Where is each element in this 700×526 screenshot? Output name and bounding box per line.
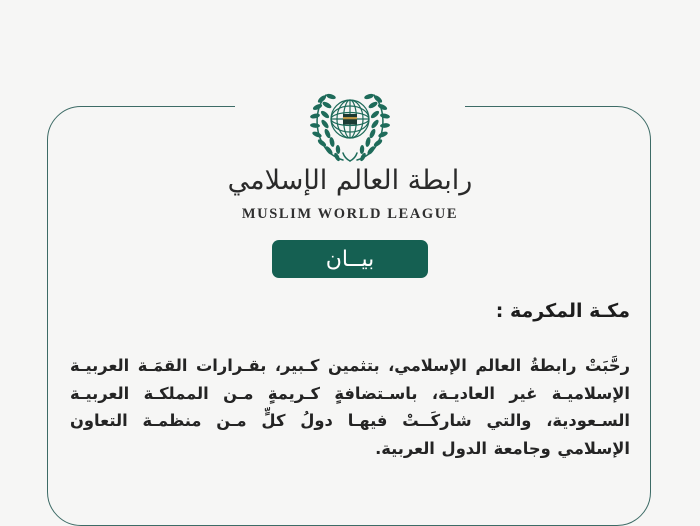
organization-name-english: MUSLIM WORLD LEAGUE	[241, 206, 459, 222]
status-badge: بيــان	[272, 240, 428, 278]
statement-paragraph: رحَّبَتْ رابطةُ العالم الإسلامي، بتثمين كـبير، بقـرارات القمَـة العربيـة الإسلاميـة غير العاديـة، باسـتضافةٍ كـريمةٍ مـن المملكـة العربيـة السـعودية، والتي شاركَــتْ فيهـا دولُ كلٍّ مـن منظمـة التعاون الإسلامي وجامعة الدول العربية.	[70, 356, 630, 458]
organization-name-arabic: رابطة العالم الإسلامي	[227, 165, 473, 196]
muslim-world-league-globe-wreath-emblem	[300, 84, 400, 164]
kaaba-icon	[343, 114, 357, 125]
statement-badge-container	[0, 240, 700, 278]
dateline: مكـة المكرمة :	[495, 300, 630, 322]
statement-body	[70, 300, 630, 462]
